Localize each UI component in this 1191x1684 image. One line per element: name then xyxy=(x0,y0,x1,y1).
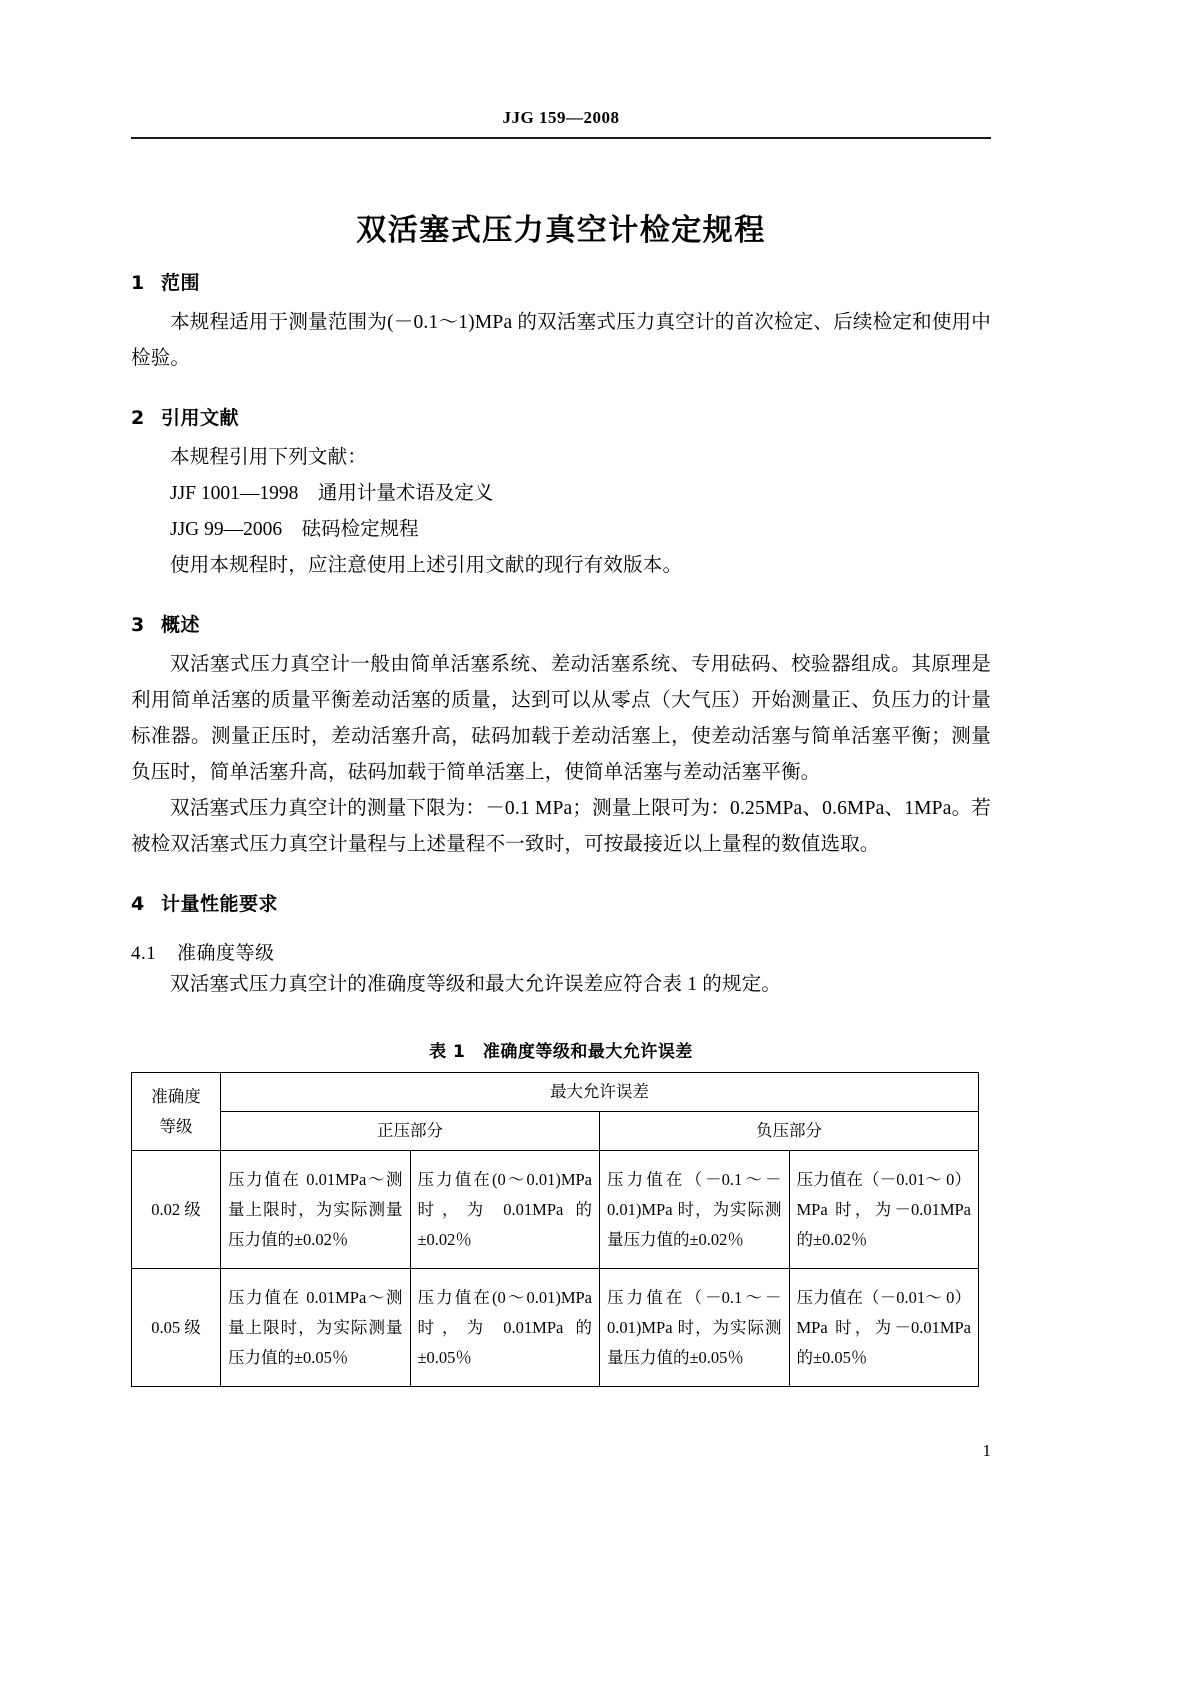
section-4-1-title: 准确度等级 xyxy=(177,943,275,964)
table-cell-grade-1: 0.05 级 xyxy=(132,1269,221,1387)
table-cell-0-c1: 压力值在 0.01MPa～测量上限时，为实际测量压力值的±0.02％ xyxy=(221,1151,411,1269)
document-title: 双活塞式压力真空计检定规程 xyxy=(356,213,766,249)
table-cell-0-c4: 压力值在（－0.01～ 0）MPa 时，为－0.01MPa的±0.02％ xyxy=(789,1151,979,1269)
table-cell-1-c2: 压力值在(0～0.01)MPa 时，为 0.01MPa 的±0.05％ xyxy=(410,1269,600,1387)
section-3-paragraph-2: 双活塞式压力真空计的测量下限为：－0.1 MPa；测量上限可为：0.25MPa、0.6MPa、1MPa。若被检双活塞式压力真空计量程与上述量程不一致时，可按最接近以上量程的数值选取。 xyxy=(131,798,991,855)
section-3-number: 3 xyxy=(131,614,145,636)
section-3-heading xyxy=(131,610,991,637)
section-1-heading xyxy=(131,268,991,295)
section-2-note: 使用本规程时，应注意使用上述引用文献的现行有效版本。 xyxy=(170,555,683,576)
header-rule xyxy=(131,137,991,139)
section-2-intro: 本规程引用下列文献： xyxy=(170,447,368,468)
section-1-number: 1 xyxy=(131,272,145,294)
section-2-heading xyxy=(131,403,991,430)
table-header-grade-line2: 等级 xyxy=(159,1116,193,1136)
table-cell-0-c2: 压力值在(0～0.01)MPa 时，为 0.01MPa 的±0.02％ xyxy=(410,1151,600,1269)
section-1-title: 范围 xyxy=(161,272,201,294)
reference-item-jjf1001: JJF 1001—1998 通用计量术语及定义 xyxy=(170,483,494,504)
section-2-title: 引用文献 xyxy=(161,407,240,429)
section-4-number: 4 xyxy=(131,893,145,915)
table-accuracy-grades xyxy=(131,1072,979,1387)
table-header-row-1 xyxy=(132,1073,979,1112)
table-cell-1-c3: 压力值在（－0.1～－0.01)MPa 时，为实际测量压力值的±0.05％ xyxy=(600,1269,790,1387)
section-1-paragraph: 本规程适用于测量范围为(－0.1～1)MPa 的双活塞式压力真空计的首次检定、后续检定和使用中检验。 xyxy=(131,312,991,369)
section-3-paragraph-1: 双活塞式压力真空计一般由简单活塞系统、差动活塞系统、专用砝码、校验器组成。其原理是利用简单活塞的质量平衡差动活塞的质量，达到可以从零点（大气压）开始测量正、负压力的计量标准器。测量正压时，差动活塞升高，砝码加载于差动活塞上，使差动活塞与简单活塞平衡；测量负压时，简单活塞升高，砝码加载于简单活塞上，使简单活塞与差动活塞平衡。 xyxy=(131,654,991,783)
table-header-mpe: 最大允许误差 xyxy=(221,1073,979,1112)
table-cell-1-c4: 压力值在（－0.01～ 0）MPa 时，为－0.01MPa的±0.05％ xyxy=(789,1269,979,1387)
table-header-row-2 xyxy=(132,1112,979,1151)
table-header-positive: 正压部分 xyxy=(221,1112,600,1151)
table-header-grade xyxy=(132,1073,221,1151)
table-cell-grade-0: 0.02 级 xyxy=(132,1151,221,1269)
section-4-1-number: 4.1 xyxy=(131,943,157,964)
table-header-grade-line1: 准确度 xyxy=(151,1086,201,1106)
table-cell-0-c3: 压力值在（－0.1～－0.01)MPa 时，为实际测量压力值的±0.02％ xyxy=(600,1151,790,1269)
section-3-title: 概述 xyxy=(161,614,201,636)
table-row xyxy=(132,1269,979,1387)
section-4-1-heading xyxy=(131,938,991,965)
section-4-1-paragraph: 双活塞式压力真空计的准确度等级和最大允许误差应符合表 1 的规定。 xyxy=(170,974,782,995)
page-number: 1 xyxy=(982,1441,991,1460)
running-head: JJG 159—2008 xyxy=(502,108,620,127)
section-2-number: 2 xyxy=(131,407,145,429)
table-1-caption: 表 1 准确度等级和最大允许误差 xyxy=(429,1042,693,1062)
section-4-heading xyxy=(131,889,991,916)
table-row xyxy=(132,1151,979,1269)
table-cell-1-c1: 压力值在 0.01MPa～测量上限时，为实际测量压力值的±0.05％ xyxy=(221,1269,411,1387)
section-4-title: 计量性能要求 xyxy=(161,893,279,915)
table-header-negative: 负压部分 xyxy=(600,1112,979,1151)
reference-item-jjg99: JJG 99—2006 砝码检定规程 xyxy=(170,519,419,540)
document-body xyxy=(131,268,991,1387)
